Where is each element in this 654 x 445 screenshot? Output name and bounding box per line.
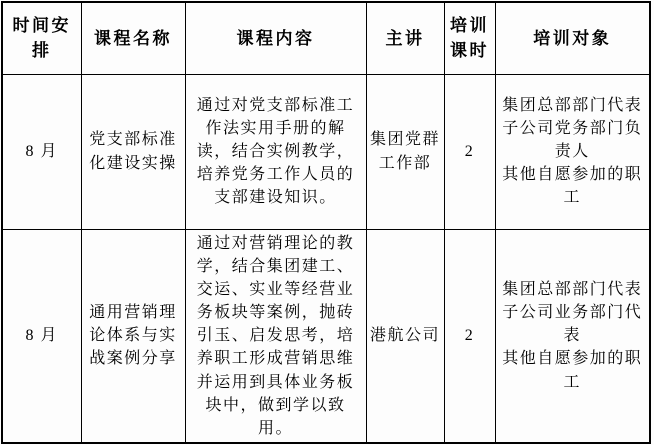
- cell-time: 8 月: [2, 229, 81, 443]
- header-cell-audience: 培训对象: [495, 2, 650, 74]
- cell-course-name: 通用营销理论体系与实战案例分享: [81, 229, 185, 443]
- header-cell-hours: 培训课时: [444, 2, 495, 74]
- cell-audience: 集团总部部门代表 子公司业务部门代表 其他自愿参加的职工: [495, 229, 650, 443]
- cell-time: 8 月: [2, 74, 81, 229]
- cell-course-name: 党支部标准化建设实操: [81, 74, 185, 229]
- header-cell-time: 时间安排: [2, 2, 81, 74]
- header-cell-content: 课程内容: [185, 2, 366, 74]
- cell-hours: 2: [444, 229, 495, 443]
- table-header-row: [2, 2, 650, 74]
- cell-hours: 2: [444, 74, 495, 229]
- table-row: [2, 74, 650, 229]
- header-cell-course: 课程名称: [81, 2, 185, 74]
- header-cell-lecturer: 主讲: [366, 2, 444, 74]
- cell-lecturer: 集团党群工作部: [366, 74, 444, 229]
- cell-lecturer: 港航公司: [366, 229, 444, 443]
- cell-course-content: 通过对党支部标准工作法实用手册的解读，结合实例教学，培养党务工作人员的支部建设知识。: [185, 74, 366, 229]
- training-schedule-table: [1, 1, 651, 444]
- table-row: [2, 229, 650, 443]
- cell-audience: 集团总部部门代表 子公司党务部门负责人 其他自愿参加的职工: [495, 74, 650, 229]
- cell-course-content: 通过对营销理论的教学，结合集团建工、交运、实业等经营业务板块等案例，抛砖引玉、启发思考，培养职工形成营销思维并运用到具体业务板块中，做到学以致用。: [185, 229, 366, 443]
